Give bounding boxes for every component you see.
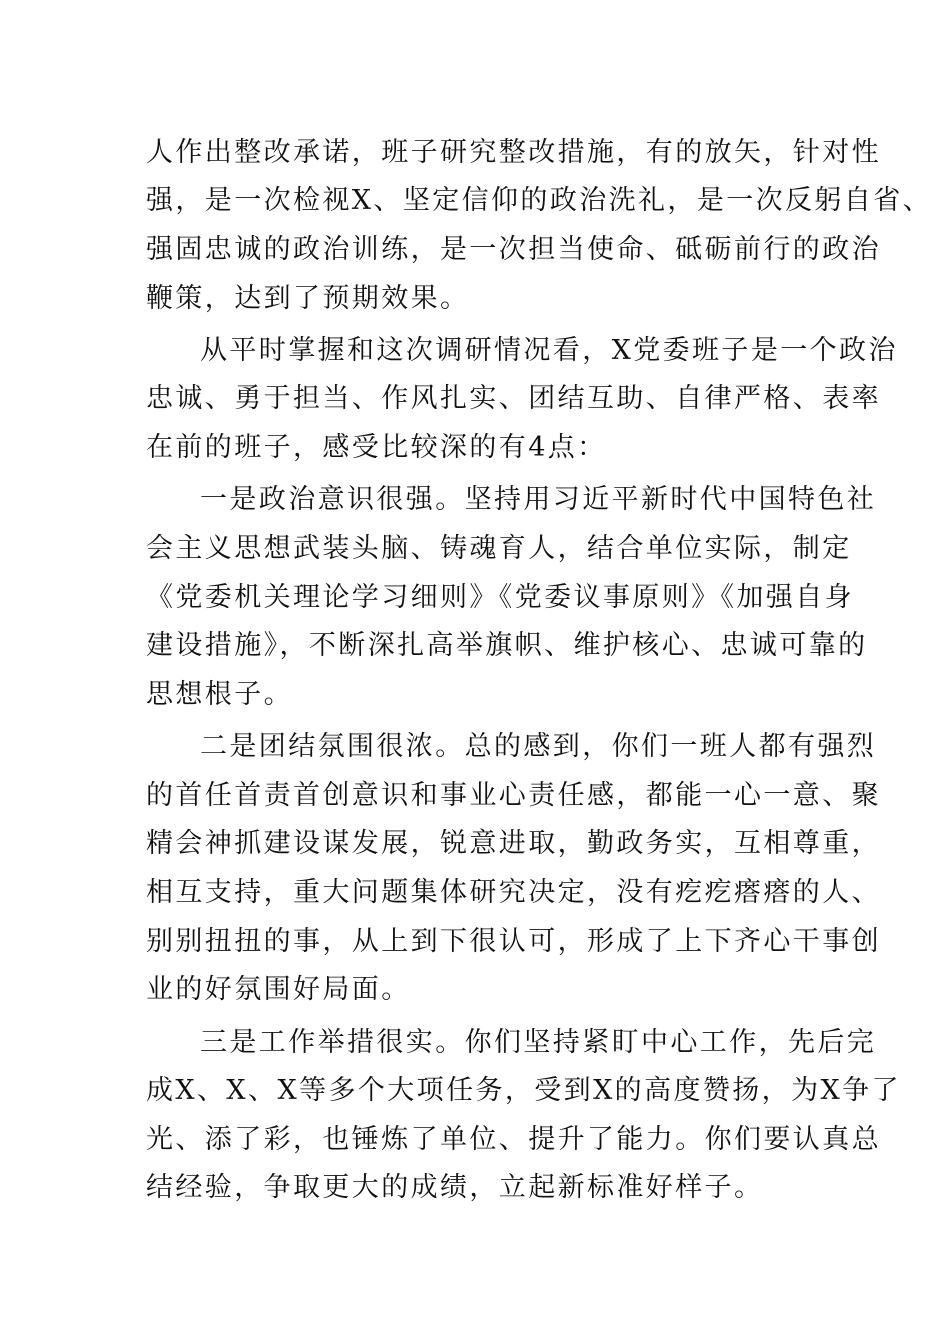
paragraph-line: 一是政治意识很强。坚持用习近平新时代中国特色社 (200, 484, 877, 515)
paragraph-line: 会主义思想武装头脑、铸魂育人，结合单位实际，制定 (146, 533, 852, 564)
paragraph-line: 成X、X、X等多个大项任务，受到X的高度赞扬，为X争了 (146, 1075, 901, 1106)
paragraph-line: 相互支持，重大问题集体研究决定，没有疙疙瘩瘩的人、 (146, 877, 881, 908)
paragraph-line: 业的好氛围好局面。 (146, 974, 411, 1005)
paragraph-line: 强固忠诚的政治训练，是一次担当使命、砥砺前行的政治 (146, 234, 881, 265)
paragraph-line: 三是工作举措很实。你们坚持紧盯中心工作，先后完 (200, 1027, 877, 1058)
paragraph-line: 光、添了彩，也锤炼了单位、提升了能力。你们要认真总 (146, 1124, 881, 1155)
paragraph-line: 思想根子。 (146, 679, 293, 710)
paragraph-line: 忠诚、勇于担当、作风扎实、团结互助、自律严格、表率 (146, 383, 881, 414)
paragraph-line: 结经验，争取更大的成绩，立起新标准好样子。 (146, 1172, 764, 1203)
paragraph-line: 强，是一次检视X、坚定信仰的政治洗礼，是一次反躬自省、 (146, 185, 933, 216)
paragraph-line: 从平时掌握和这次调研情况看，X党委班子是一个政治 (200, 335, 898, 366)
paragraph-line: 建设措施》，不断深扎高举旗帜、维护核心、忠诚可靠的 (146, 630, 868, 661)
paragraph-line: 精会神抓建设谋发展，锐意进取，勤政务实，互相尊重， (146, 828, 881, 859)
paragraph-line: 《党委机关理论学习细则》《党委议事原则》《加强自身 (146, 582, 854, 613)
paragraph-line: 在前的班子，感受比较深的有4点： (146, 432, 607, 463)
paragraph-line: 别别扭扭的事，从上到下很认可，形成了上下齐心干事创 (146, 926, 881, 957)
paragraph-line: 的首任首责首创意识和事业心责任感，都能一心一意、聚 (146, 780, 881, 811)
paragraph-line: 鞭策，达到了预期效果。 (146, 283, 470, 314)
paragraph-line: 人作出整改承诺，班子研究整改措施，有的放矢，针对性 (146, 137, 881, 168)
paragraph-line: 二是团结氛围很浓。总的感到，你们一班人都有强烈 (200, 731, 877, 762)
